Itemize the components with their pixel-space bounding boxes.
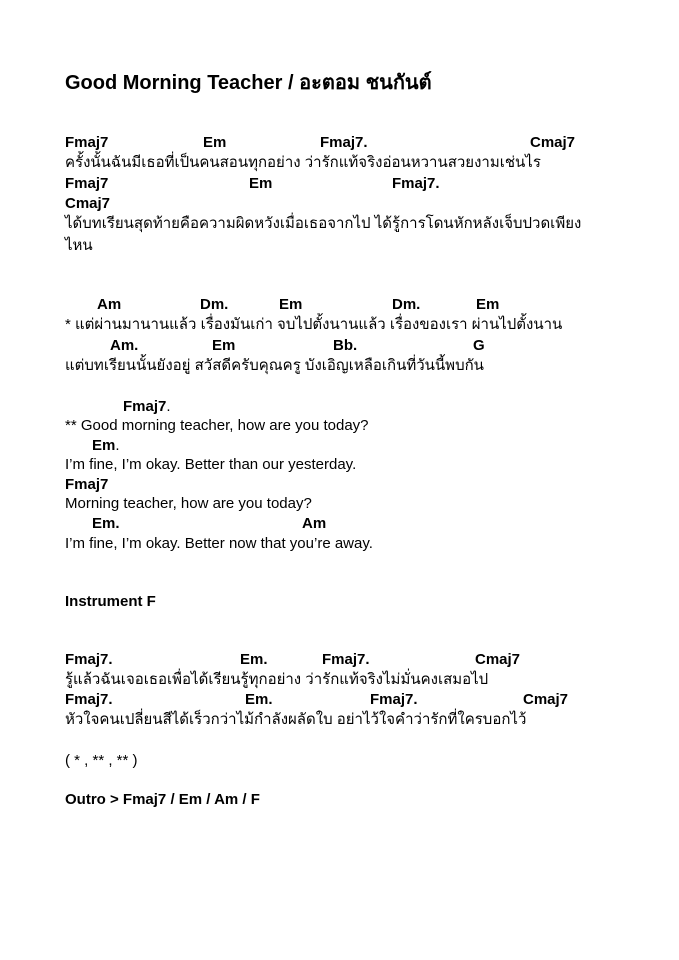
lyric-line: Morning teacher, how are you today? bbox=[65, 495, 312, 512]
chord: Fmaj7. bbox=[370, 691, 418, 708]
chord: Cmaj7 bbox=[475, 651, 521, 668]
chord: Em. bbox=[245, 691, 273, 708]
chord-dot: . bbox=[166, 398, 171, 415]
chord-line bbox=[0, 690, 679, 710]
chord: Fmaj7 bbox=[65, 134, 109, 151]
chord-line bbox=[0, 174, 679, 194]
chord: Em bbox=[279, 296, 303, 313]
chord: Fmaj7. bbox=[65, 651, 113, 668]
chord: Dm. bbox=[392, 296, 421, 313]
lyric-line: รู้แล้วฉันเจอเธอเพื่อได้เรียนรู้ทุกอย่าง ว่ารักแท้จริงไม่มั่นคงเสมอไป bbox=[65, 671, 489, 688]
instrument-label: Instrument F bbox=[65, 593, 156, 610]
lyric-line: * แต่ผ่านมานานแล้ว เรื่องมันเก่า จบไปตั้งนานแล้ว เรื่องของเรา ผ่านไปตั้งนาน bbox=[65, 316, 563, 333]
chord: Em bbox=[203, 134, 227, 151]
lyric-line: ได้บทเรียนสุดท้ายคือความผิดหวังเมื่อเธอจากไป ได้รู้การโดนหักหลังเจ็บปวดเพียง bbox=[65, 215, 582, 232]
chord: Em bbox=[92, 437, 116, 454]
chord-group bbox=[92, 436, 120, 456]
chord: Bb. bbox=[333, 337, 358, 354]
repeat-marker: ( * , ** , ** ) bbox=[65, 752, 138, 769]
lyric-line: ครั้งนั้นฉันมีเธอที่เป็นคนสอนทุกอย่าง ว่ารักแท้จริงอ่อนหวานสวยงามเช่นไร bbox=[65, 154, 541, 171]
chord-group bbox=[123, 397, 171, 417]
lyric-line: ไหน bbox=[65, 237, 93, 254]
lyric-line: หัวใจคนเปลี่ยนสีได้เร็วกว่าไม้กำลังผลัดใบ อย่าไว้ใจคำว่ารักที่ใครบอกไว้ bbox=[65, 711, 527, 728]
chord: Cmaj7 bbox=[530, 134, 576, 151]
lyric-line: I’m fine, I’m okay. Better now that you’re away. bbox=[65, 535, 373, 552]
chord: Am. bbox=[110, 337, 139, 354]
chord: Fmaj7. bbox=[322, 651, 370, 668]
chord-line bbox=[0, 650, 679, 670]
chord: Em bbox=[476, 296, 500, 313]
chord: Fmaj7. bbox=[65, 691, 113, 708]
chord: Am bbox=[97, 296, 122, 313]
chord: Em bbox=[212, 337, 236, 354]
chord: G bbox=[473, 337, 485, 354]
chord-line bbox=[0, 336, 679, 356]
chord: Fmaj7 bbox=[123, 398, 167, 415]
chord: Dm. bbox=[200, 296, 229, 313]
chord: Cmaj7 bbox=[65, 195, 111, 212]
chord: Fmaj7 bbox=[65, 476, 109, 493]
chord-line bbox=[0, 514, 679, 534]
outro-line: Outro > Fmaj7 / Em / Am / F bbox=[65, 791, 260, 808]
chord-line bbox=[0, 436, 679, 456]
chord-line bbox=[0, 295, 679, 315]
chord-line bbox=[0, 397, 679, 417]
chord-line bbox=[0, 133, 679, 153]
chord: Em. bbox=[92, 515, 120, 532]
chord: Fmaj7. bbox=[320, 134, 368, 151]
chord: Em. bbox=[240, 651, 268, 668]
song-title: Good Morning Teacher / อะตอม ชนกันต์ bbox=[65, 72, 432, 94]
chord-dot: . bbox=[115, 437, 120, 454]
chord: Em bbox=[249, 175, 273, 192]
lyric-line: ** Good morning teacher, how are you today? bbox=[65, 417, 369, 434]
chord: Cmaj7 bbox=[523, 691, 569, 708]
chord: Fmaj7. bbox=[392, 175, 440, 192]
chord: Fmaj7 bbox=[65, 175, 109, 192]
lyric-line: I’m fine, I’m okay. Better than our yesterday. bbox=[65, 456, 357, 473]
lyric-line: แต่บทเรียนนั้นยังอยู่ สวัสดีครับคุณครู บังเอิญเหลือเกินที่วันนี้พบกัน bbox=[65, 357, 484, 374]
chord: Am bbox=[302, 515, 327, 532]
